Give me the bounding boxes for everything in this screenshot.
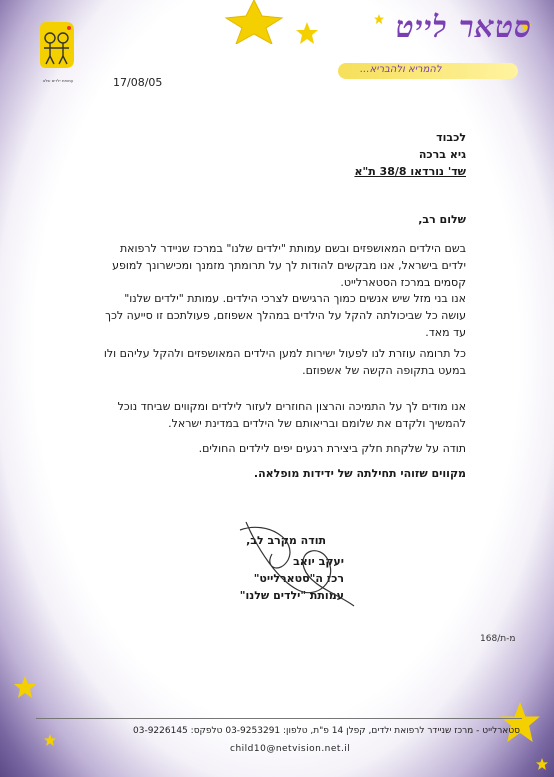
signer-name: יעקב יואב (293, 555, 344, 568)
star-icon (374, 14, 384, 24)
footer-email: child10@netvision.net.il (230, 744, 351, 754)
signature-thanks: תודה מקרב לב, (246, 534, 326, 547)
letter-date: 17/08/05 (113, 76, 163, 89)
closing-line: מקווים שזוהי תחילתה של ידידות מופלאה. (253, 467, 466, 480)
paragraph: אנו מודים לך על התמיכה והרצון החוזרים לעזור לילדים ומקווים שביחד נוכל להמשיך ולקדם את שלומם ובריאותם של הילדים במדינת ישראל. (117, 400, 466, 430)
reference-code: מ-ת/168 (480, 634, 516, 644)
star-icon (500, 702, 540, 742)
footer-address: סטארלייט - מרכז שניידר לרפואת ילדים, קפלן 14 פ"ת, טלפון: 03-9253291 טלפקס: 03-9226145 (133, 726, 520, 736)
recipient-name: גיא ברכה (418, 148, 466, 161)
handwritten-signature (228, 510, 368, 610)
recipient-salutation: לכבוד (436, 131, 466, 144)
paragraph: תודה על שלקחת חלק ביצירת רגעים יפים לילדים החולים. (198, 442, 466, 455)
organization-logo (36, 20, 78, 72)
recipient-address: שד' נורדאו 38/8 ת"א (354, 165, 466, 178)
star-icon (14, 676, 36, 698)
star-icon (44, 734, 56, 746)
footer-divider (36, 718, 522, 719)
brand-name: סטאר לייט (395, 10, 532, 45)
greeting: שלום רב, (418, 213, 466, 226)
star-icon (296, 22, 318, 44)
paragraph: אנו בני מזל שיש אנשים כמוך הרגישים לצרכי הילדים. עמותת "ילדים שלנו" עושה כל שביכולתה להקל על הילדים במהלך אשפוזם, פעולתכם זו סייעה לכך עד מאד. (105, 292, 466, 339)
paragraph: בשם הילדים המאושפזים ובשם עמותת "ילדים שלנו" במרכז שניידר לרפואת ילדים בישראל, אנו מבקשים להודות לך על תרומתך מזמנך ומכישרונך למופע קסמים במרכז הסטארלייט. (112, 242, 466, 289)
star-icon (222, 0, 286, 44)
signer-organization: עמותת "ילדים שלנו" (239, 589, 344, 602)
signer-role: רכז ה"סטארלייט" (253, 572, 344, 585)
brand-tagline: להמריא ולהבריא... (360, 64, 442, 75)
paragraph: כל תרומה עוזרת לנו לפעול ישירות למען הילדים המאושפזים ולהקל עליהם ולו במעט בתקופה הקשה של אשפוזם. (103, 347, 466, 377)
star-icon (536, 758, 548, 770)
organization-logo-caption: עמותת ילדים שלנו (42, 78, 74, 83)
